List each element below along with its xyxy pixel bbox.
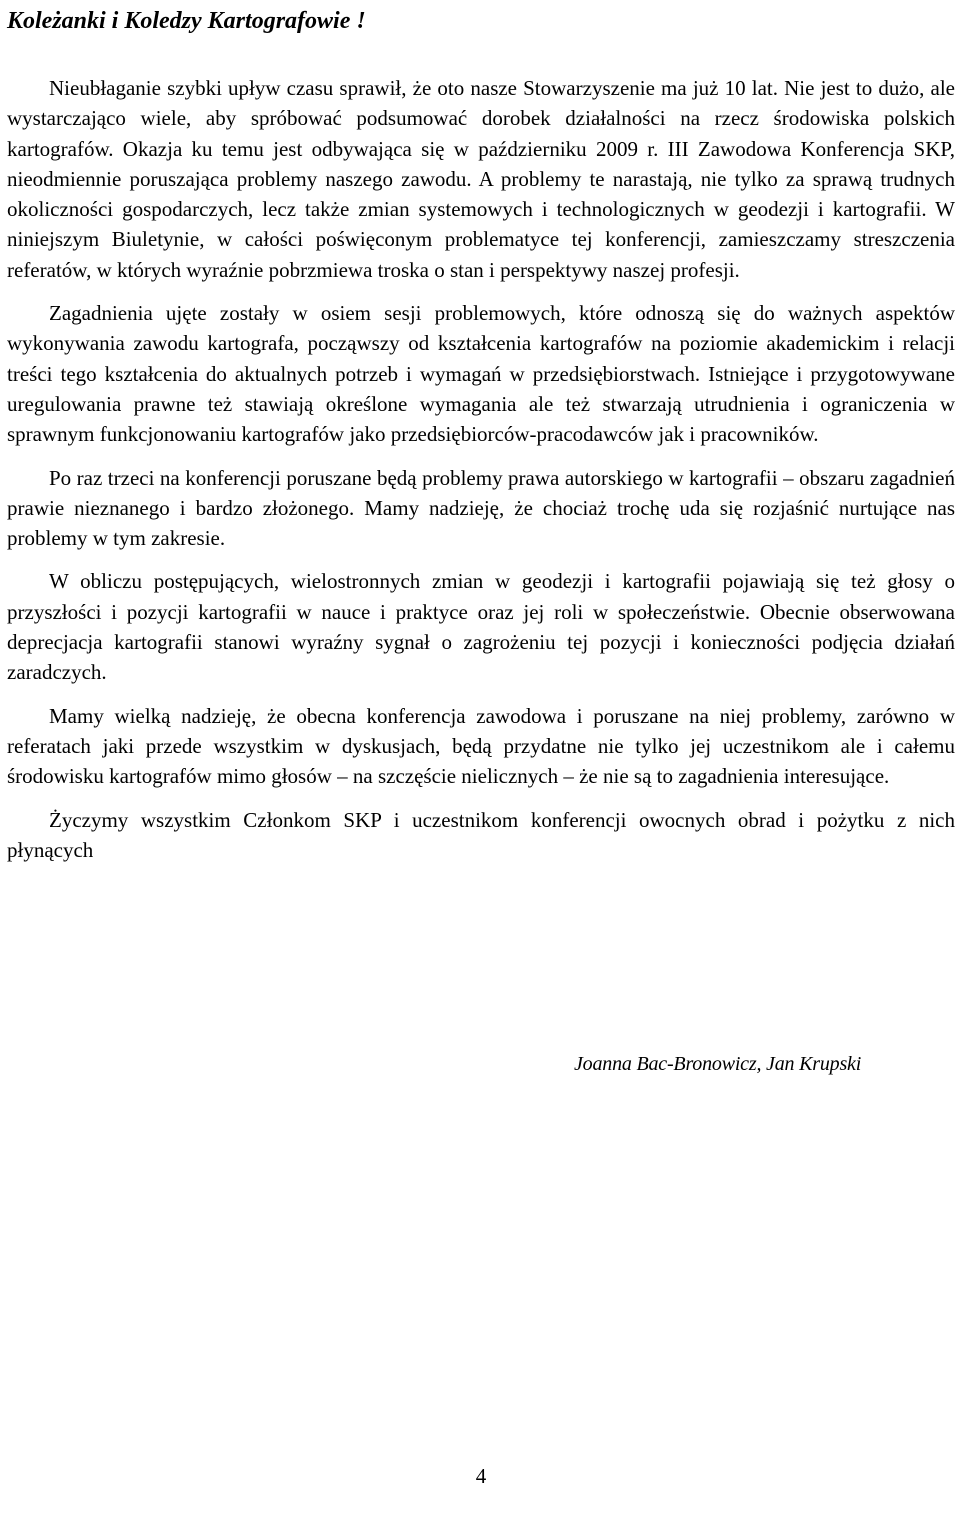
signature: Joanna Bac-Bronowicz, Jan Krupski bbox=[574, 1053, 862, 1075]
paragraph-wishes: Życzymy wszystkim Członkom SKP i uczestnikom konferencji owocnych obrad i pożytku z nich płynących bbox=[7, 807, 955, 862]
document-page bbox=[7, 0, 955, 1514]
paragraph-changes: W obliczu postępujących, wielostronnych zmian w geodezji i kartografii pojawiają się też głosy o przyszłości i pozycji kartografii w nauce i praktyce oraz jej roli w społeczeństwie. Obecnie obserwowana deprecjacja kartografii stanowi wyraźny sygnał o zagrożeniu tej pozycji i konieczności podjęcia działań zaradczych. bbox=[7, 569, 955, 685]
paragraph-hope: Mamy wielką nadzieję, że obecna konferencja zawodowa i poruszane na niej problemy, zarówno w referatach jaki przede wszystkim w dyskusjach, będą przydatne nie tylko jej uczestnikom ale i całemu środowisku kartografów mimo głosów – na szczęście nielicznych – że nie są to zagadnienia interesujące. bbox=[7, 703, 955, 789]
paragraph-sessions: Zagadnienia ujęte zostały w osiem sesji problemowych, które odnoszą się do ważnych aspektów wykonywania zawodu kartografa, począwszy od kształcenia kartografów na poziomie akademickim i relacji treści tego kształcenia do aktualnych potrzeb i wymagań w przedsiębiorstwach. Istniejące i przygotowywane uregulowania prawne też stawiają określone wymagania ale też stwarzają utrudnienia i ograniczenia w sprawnym funkcjonowaniu kartografów jako przedsiębiorców-pracodawców jak i pracowników. bbox=[7, 301, 955, 447]
letter-body bbox=[7, 73, 955, 878]
paragraph-copyright: Po raz trzeci na konferencji poruszane będą problemy prawa autorskiego w kartografii – obszaru zagadnień prawie nieznanego i bardzo złożonego. Mamy nadzieję, że chociaż trochę uda się rozjaśnić nurtujące nas problemy w tym zakresie. bbox=[7, 465, 955, 551]
page-heading: Koleżanki i Koledzy Kartografowie ! bbox=[7, 8, 366, 34]
paragraph-intro: Nieubłaganie szybki upływ czasu sprawił, że oto nasze Stowarzyszenie ma już 10 lat. Nie jest to dużo, ale wystarczająco wiele, aby spróbować podsumować dorobek działalności na rzecz środowiska polskich kartografów. Okazja ku temu jest odbywająca się w październiku 2009 r. III Zawodowa Konferencja SKP, nieodmiennie poruszająca problemy naszego zawodu. A problemy te narastają, nie tylko za sprawą trudnych okoliczności gospodarczych, lecz także zmian systemowych i technologicznych w geodezji i kartografii. W niniejszym Biuletynie, w całości poświęconym problematyce tej konferencji, zamieszczamy streszczenia referatów, w których wyraźnie pobrzmiewa troska o stan i perspektywy naszej profesji. bbox=[7, 76, 955, 282]
page-number: 4 bbox=[475, 1464, 487, 1488]
